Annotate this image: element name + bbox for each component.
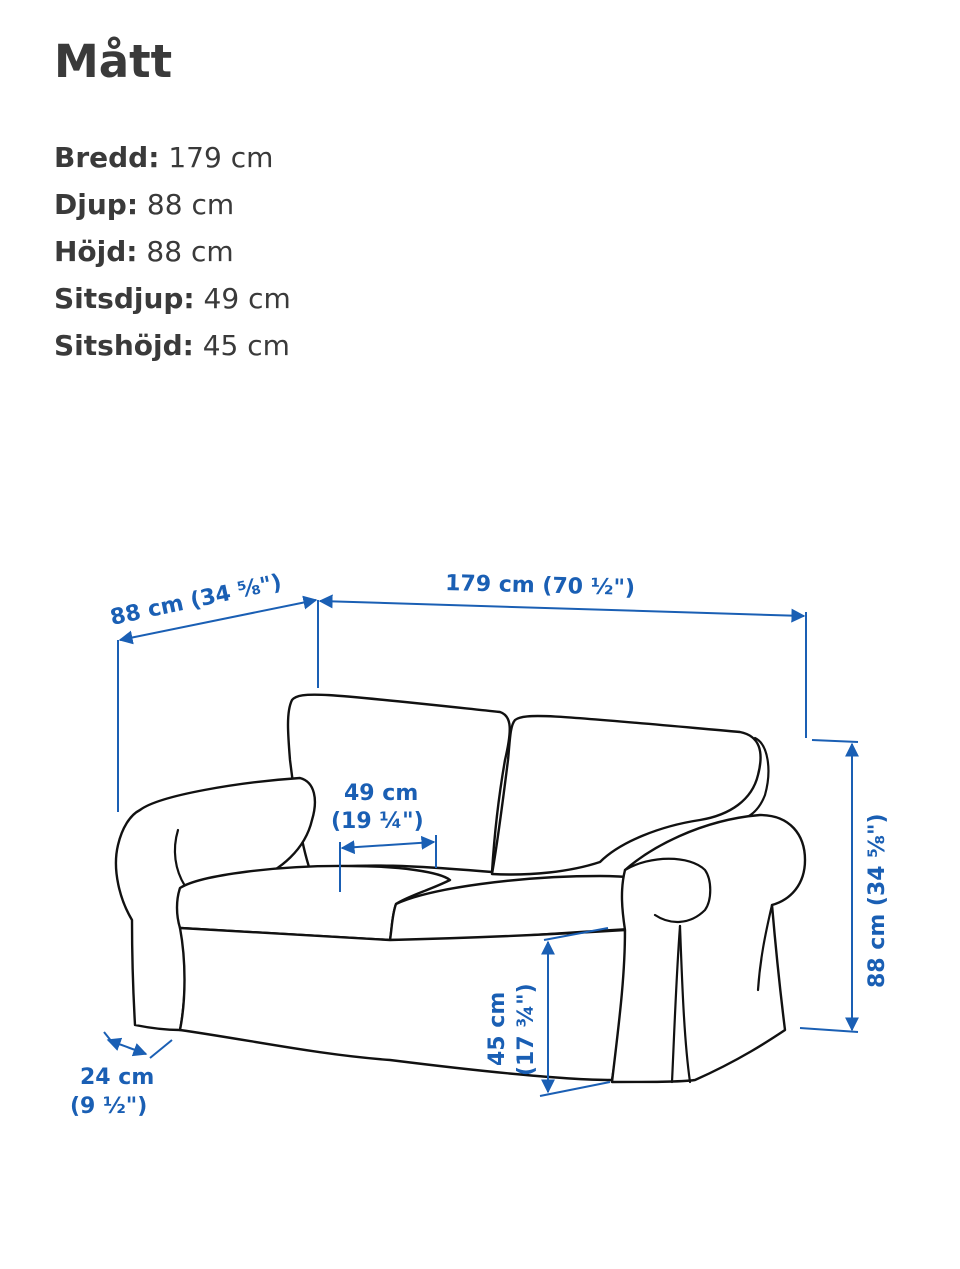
width-label: 179 cm (70 ½") bbox=[444, 571, 636, 601]
height-label: 88 cm (34 ⅝") bbox=[865, 813, 890, 988]
measurement-label: Höjd: bbox=[54, 235, 138, 268]
measurement-label: Sitshöjd: bbox=[54, 329, 194, 362]
measurement-value: 179 cm bbox=[168, 141, 274, 174]
seat-depth-label-line2: (19 ¼") bbox=[331, 809, 424, 834]
sofa-illustration bbox=[116, 695, 805, 1082]
measurement-value: 49 cm bbox=[203, 282, 291, 315]
measurement-seat-height bbox=[54, 322, 291, 369]
seat-depth-label-line1: 49 cm bbox=[344, 781, 419, 806]
measurement-list bbox=[54, 134, 291, 369]
measurement-label: Sitsdjup: bbox=[54, 282, 195, 315]
measurement-height bbox=[54, 228, 291, 275]
measurement-width bbox=[54, 134, 291, 181]
seat-height-label-line1: 45 cm bbox=[485, 991, 510, 1066]
measurement-value: 88 cm bbox=[146, 188, 235, 221]
sofa-dimension-diagram bbox=[0, 540, 960, 1160]
measurement-value: 45 cm bbox=[202, 329, 290, 362]
depth-label: 88 cm (34 ⅝") bbox=[108, 570, 284, 631]
measurement-seat-depth bbox=[54, 275, 291, 322]
right-arm bbox=[612, 815, 805, 1082]
leg-label-line2: (9 ½") bbox=[70, 1094, 148, 1119]
sofa-skirt bbox=[180, 928, 625, 1080]
page-title: Mått bbox=[54, 35, 173, 88]
seat-height-label-line2: (17 ¾") bbox=[514, 983, 539, 1076]
measurement-label: Bredd: bbox=[54, 141, 160, 174]
width-dimension-line bbox=[320, 601, 804, 616]
measurement-value: 88 cm bbox=[146, 235, 234, 268]
leg-dimension-line bbox=[108, 1040, 146, 1054]
leg-label-line1: 24 cm bbox=[80, 1065, 155, 1090]
measurement-label: Djup: bbox=[54, 188, 139, 221]
measurement-depth bbox=[54, 181, 291, 228]
